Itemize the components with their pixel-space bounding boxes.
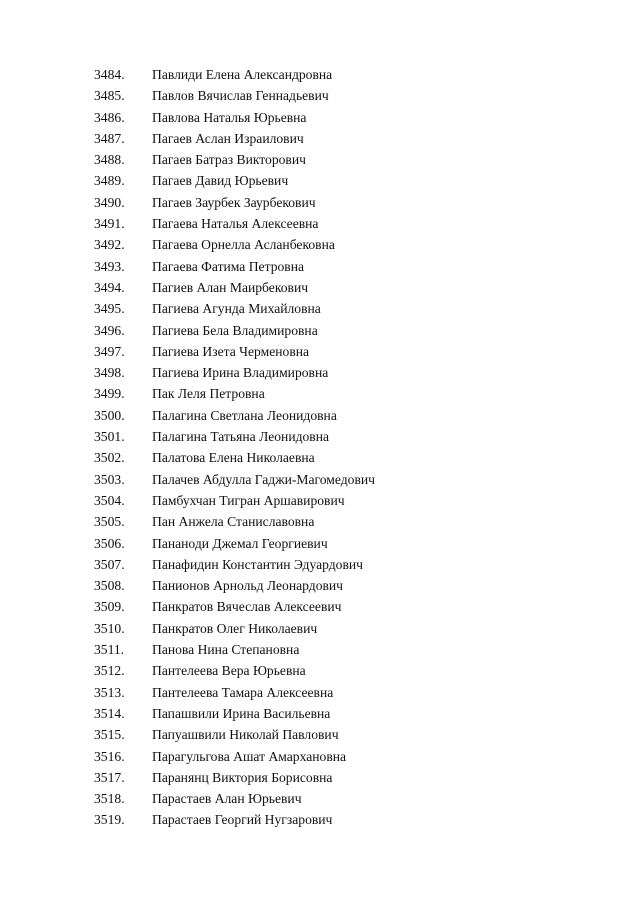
list-item [94, 788, 375, 809]
entry-number: 3486. [94, 109, 125, 125]
entry-number: 3514. [94, 705, 125, 721]
list-item [94, 64, 375, 85]
entry-number: 3515. [94, 727, 125, 743]
list-item [94, 277, 375, 298]
entry-name: Пагиева Агунда Михайловна [152, 301, 321, 317]
entry-name: Палагина Светлана Леонидовна [152, 407, 337, 423]
list-item [94, 809, 375, 830]
entry-name: Пак Леля Петровна [152, 386, 265, 402]
entry-number: 3509. [94, 599, 125, 615]
entry-name: Пагаев Батраз Викторович [152, 152, 306, 168]
entry-name: Павлиди Елена Александровна [152, 67, 333, 82]
list-item [94, 554, 375, 575]
entry-name: Пагиева Изета Черменовна [152, 343, 310, 359]
entry-number: 3502. [94, 450, 125, 466]
list-item [94, 213, 375, 234]
entry-name: Папуашвили Николай Павлович [152, 727, 339, 743]
list-item [94, 405, 375, 426]
entry-number: 3500. [94, 407, 125, 423]
list-item [94, 596, 375, 617]
entry-number: 3497. [94, 343, 125, 359]
list-item [94, 703, 375, 724]
entry-name: Пан Анжела Станиславовна [152, 514, 315, 530]
entry-name: Панкратов Олег Николаевич [152, 620, 318, 636]
entry-number: 3491. [94, 216, 125, 232]
entry-number: 3499. [94, 386, 125, 402]
entry-number: 3492. [94, 237, 125, 253]
entry-name: Пантелеева Тамара Алексеевна [152, 684, 334, 700]
list-item [94, 107, 375, 128]
entry-name: Палачев Абдулла Гаджи-Магомедович [152, 471, 376, 487]
entry-number: 3487. [94, 130, 125, 146]
entry-name: Панионов Арнольд Леонардович [152, 578, 344, 594]
list-item [94, 618, 375, 639]
list-item [94, 85, 375, 106]
list-item [94, 128, 375, 149]
entry-number: 3510. [94, 620, 125, 636]
entry-name: Пагаева Фатима Петровна [152, 258, 305, 274]
entry-name: Паранянц Виктория Борисовна [152, 769, 333, 785]
entry-name: Пананоди Джемал Георгиевич [152, 535, 328, 551]
entry-number: 3506. [94, 535, 125, 551]
entry-number: 3519. [94, 812, 125, 828]
list-item [94, 149, 375, 170]
entry-number: 3490. [94, 194, 125, 210]
entry-number: 3508. [94, 578, 125, 594]
entry-number: 3512. [94, 663, 125, 679]
entry-number: 3498. [94, 365, 125, 381]
entry-number: 3511. [94, 642, 125, 658]
list-item [94, 234, 375, 255]
entry-name: Пагиев Алан Маирбекович [152, 279, 309, 295]
list-item [94, 639, 375, 660]
entry-name: Пагаев Давид Юрьевич [152, 173, 289, 189]
entry-name: Павлова Наталья Юрьевна [152, 109, 307, 125]
list-item [94, 575, 375, 596]
list-item [94, 341, 375, 362]
name-list [94, 64, 375, 831]
list-item [94, 447, 375, 468]
entry-number: 3505. [94, 514, 125, 530]
entry-name: Папашвили Ирина Васильевна [152, 705, 331, 721]
list-item [94, 469, 375, 490]
entry-number: 3488. [94, 152, 125, 168]
list-item [94, 256, 375, 277]
list-item [94, 170, 375, 191]
entry-name: Пагаев Заурбек Заурбекович [152, 194, 316, 210]
entry-number: 3504. [94, 492, 125, 508]
entry-number: 3517. [94, 769, 125, 785]
entry-name: Палатова Елена Николаевна [152, 450, 315, 466]
entry-number: 3503. [94, 471, 125, 487]
entry-name: Панафидин Константин Эдуардович [152, 556, 363, 572]
entry-name: Панова Нина Степановна [152, 642, 300, 658]
list-item [94, 746, 375, 767]
entry-number: 3493. [94, 258, 125, 274]
entry-name: Парастаев Георгий Нугзарович [152, 812, 333, 828]
entry-number: 3494. [94, 279, 125, 295]
list-item [94, 362, 375, 383]
entry-name: Панкратов Вячеслав Алексеевич [152, 599, 342, 615]
entry-name: Пагиева Ирина Владимировна [152, 365, 329, 381]
list-item [94, 383, 375, 404]
entry-number: 3496. [94, 322, 125, 338]
entry-name: Пантелеева Вера Юрьевна [152, 663, 306, 679]
entry-number: 3484. [94, 67, 125, 82]
list-item [94, 490, 375, 511]
list-item [94, 511, 375, 532]
entry-number: 3516. [94, 748, 125, 764]
entry-name: Парагульгова Ашат Амархановна [152, 748, 347, 764]
entry-name: Павлов Вячислав Геннадьевич [152, 88, 329, 104]
list-item [94, 192, 375, 213]
list-item [94, 767, 375, 788]
entry-name: Памбухчан Тигран Аршавирович [152, 492, 345, 508]
list-item [94, 426, 375, 447]
entry-number: 3485. [94, 88, 125, 104]
entry-number: 3507. [94, 556, 125, 572]
entry-number: 3501. [94, 429, 125, 445]
entry-name: Палагина Татьяна Леонидовна [152, 429, 330, 445]
entry-number: 3495. [94, 301, 125, 317]
list-item [94, 320, 375, 341]
entry-number: 3518. [94, 791, 125, 807]
entry-number: 3513. [94, 684, 125, 700]
list-item [94, 298, 375, 319]
entry-name: Пагаева Орнелла Асланбековна [152, 237, 335, 253]
list-item [94, 660, 375, 681]
entry-name: Пагиева Бела Владимировна [152, 322, 318, 338]
entry-name: Пагаева Наталья Алексеевна [152, 216, 319, 232]
entry-number: 3489. [94, 173, 125, 189]
entry-name: Парастаев Алан Юрьевич [152, 791, 302, 807]
list-item [94, 724, 375, 745]
entry-name: Пагаев Аслан Израилович [152, 130, 304, 146]
list-item [94, 533, 375, 554]
list-item [94, 682, 375, 703]
